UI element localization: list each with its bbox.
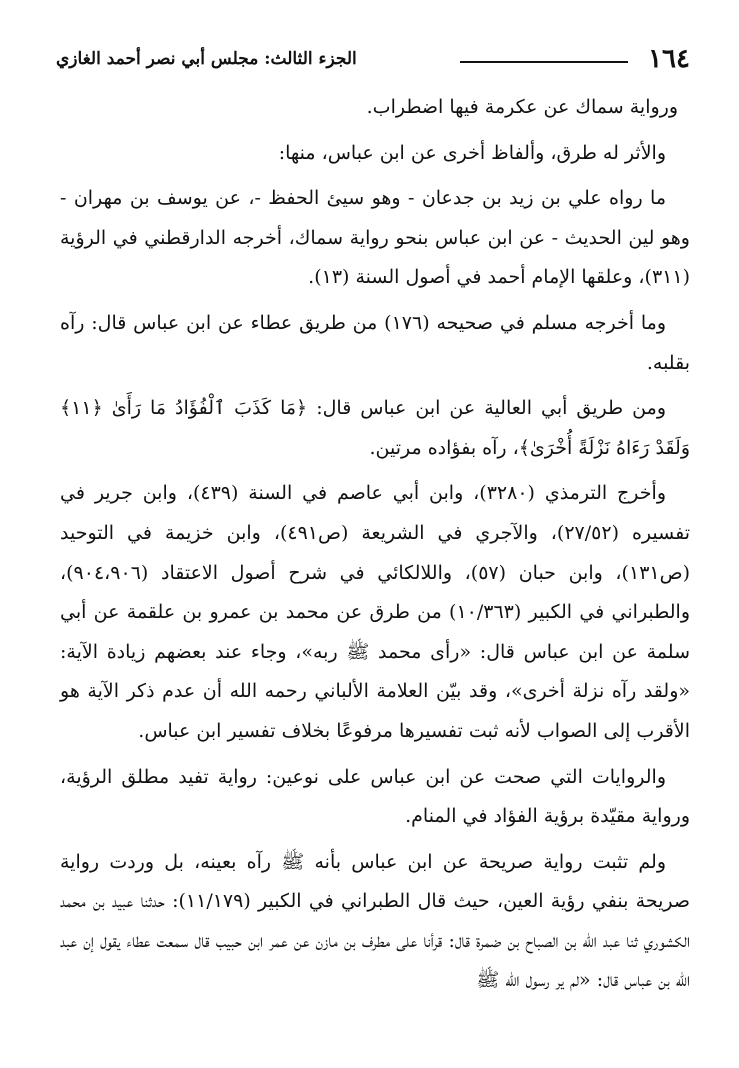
paragraph-1: ورواية سماك عن عكرمة فيها اضطراب.	[366, 96, 678, 118]
paragraph-2: والأثر له طرق، وألفاظ أخرى عن ابن عباس، منها:	[278, 141, 666, 164]
page-number: ١٦٤	[648, 44, 690, 74]
page-header	[56, 42, 690, 82]
paragraph-5: ومن طريق أبي العالية عن ابن عباس قال: ﴿مَا كَذَبَ ٱلْفُؤَادُ مَا رَأَىٰ ﴿١١﴾ وَلَقَدْ رَءَاهُ نَزْلَةً أُخْرَىٰ﴾، رآه بفؤاده مرتين.	[60, 397, 690, 459]
paragraph-6: وأخرج الترمذي (٣٢٨٠)، وابن أبي عاصم في السنة (٤٣٩)، وابن جرير في تفسيره (٢٧/٥٢)، والآجري في الشريعة (ص٤٩١)، وابن خزيمة في التوحيد (ص١٣١)، وابن حبان (٥٧)، واللالكائي في شرح أصول الاعتقاد (٩٠٤،٩٠٦)، والطبراني في الكبير (١٠/٣٦٣) من طرق عن محمد بن عمرو بن علقمة عن أبي سلمة عن ابن عباس قال: «رأى محمد ﷺ ربه»، وجاء عند بعضهم زيادة الآية: «ولقد رآه نزلة أخرى»، وقد بيّن العلامة الألباني رحمه الله أن عدم ذكر الآية هو الأقرب إلى الصواب لأنه ثبت تفسيرها مرفوعًا بخلاف تفسير ابن عباس.	[60, 482, 690, 742]
header-rule	[460, 61, 628, 63]
paragraph-7: والروايات التي صحت عن ابن عباس على نوعين: رواية تفيد مطلق الرؤية، ورواية مقيّدة برؤية الفؤاد في المنام.	[60, 765, 690, 828]
body-text	[60, 88, 690, 1007]
running-title: الجزء الثالث: مجلس أبي نصر أحمد الغازي	[56, 49, 357, 69]
paragraph-3: ما رواه علي بن زيد بن جدعان - وهو سيئ الحفظ -، عن يوسف بن مهران - وهو لين الحديث - عن ابن عباس بنحو رواية سماك، أخرجه الدارقطني في الرؤية (٣١١)، وعلقها الإمام أحمد في أصول السنة (١٣).	[60, 187, 690, 289]
paragraph-4: وما أخرجه مسلم في صحيحه (١٧٦) من طريق عطاء عن ابن عباس قال: رآه بقلبه.	[60, 311, 690, 374]
paragraph-8: ولم تثبت رواية صريحة عن ابن عباس بأنه ﷺ رآه بعينه، بل وردت رواية صريحة بنفي رؤية العين، حيث قال الطبراني في الكبير (١١/١٧٩): حدثنا عبيد بن محمد الكشوري ثنا عبد الله بن الصباح بن ضمرة قال: قرأنا على مطرف بن مازن عن عمر ابن حبيب قال سمعت عطاء يقول إن عبد الله بن عباس قال: «لم ير رسول الله ﷺ	[60, 850, 690, 992]
